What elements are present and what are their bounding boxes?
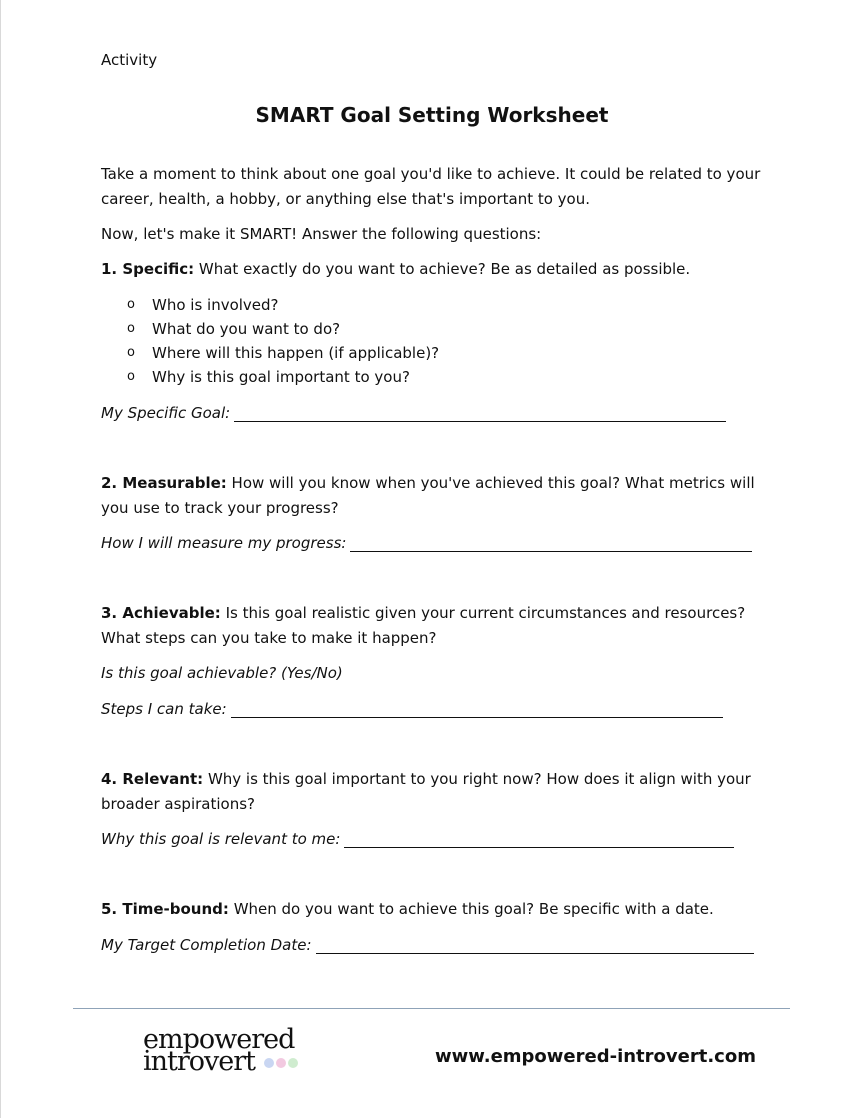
steps-row [101, 696, 723, 718]
relevant-field[interactable] [344, 832, 734, 848]
steps-label: Steps I can take: [101, 700, 227, 718]
steps-field[interactable] [231, 702, 723, 718]
achievable-heading: 3. Achievable: [101, 604, 221, 622]
specific-goal-row [101, 400, 726, 422]
logo-line-2: introvert [143, 1046, 256, 1077]
specific-question-text: What exactly do you want to achieve? Be as detailed as possible. [198, 260, 691, 278]
measurable-heading: 2. Measurable: [101, 474, 227, 492]
intro-paragraph: Take a moment to think about one goal you'd like to achieve. It could be related to your career, health, a hobby, or anything else that's important to you. [101, 165, 761, 208]
achievable-yes-no-row [101, 660, 343, 682]
sub-question-text: Why is this goal important to you? [152, 368, 410, 386]
relevant-heading: 4. Relevant: [101, 770, 204, 788]
measure-progress-field[interactable] [350, 536, 752, 552]
measurable-question-text: How will you know when you've achieved this goal? What metrics will you use to track your progress? [101, 474, 755, 517]
logo-line-1: empowered [143, 1024, 295, 1055]
specific-sub-questions [101, 293, 701, 389]
logo-dot [264, 1058, 274, 1068]
target-date-row [101, 932, 754, 954]
specific-goal-label: My Specific Goal: [101, 404, 231, 422]
circle-bullet-icon: o [127, 297, 135, 312]
measure-progress-label: How I will measure my progress: [101, 534, 347, 552]
footer-divider [73, 1008, 790, 1009]
page-title: SMART Goal Setting Worksheet [255, 103, 609, 127]
achievable-question-text: Is this goal realistic given your current circumstances and resources? What steps can you take to make it happen? [101, 604, 746, 647]
circle-bullet-icon: o [127, 321, 135, 336]
achievable-yes-no-label: Is this goal achievable? (Yes/No) [101, 664, 343, 682]
relevant-question [101, 767, 766, 817]
page-edge [0, 0, 1, 1118]
circle-bullet-icon: o [127, 369, 135, 384]
relevant-label: Why this goal is relevant to me: [101, 830, 341, 848]
time-bound-question-text: When do you want to achieve this goal? Be specific with a date. [233, 900, 714, 918]
target-date-field[interactable] [316, 938, 754, 954]
specific-heading: 1. Specific: [101, 260, 195, 278]
list-item [101, 341, 701, 365]
achievable-question [101, 601, 766, 651]
sub-question-text: What do you want to do? [152, 320, 341, 338]
logo-line-2-row [143, 1046, 303, 1077]
intro-prompt: Now, let's make it SMART! Answer the following questions: [101, 225, 542, 243]
measure-progress-row [101, 530, 752, 552]
relevant-row [101, 826, 734, 848]
relevant-question-text: Why is this goal important to you right now? How does it align with your broader aspirations? [101, 770, 751, 813]
specific-question [101, 257, 766, 282]
website-link[interactable]: www.empowered-introvert.com [435, 1046, 756, 1067]
specific-goal-field[interactable] [234, 406, 726, 422]
time-bound-question [101, 897, 766, 922]
logo-dots-icon [263, 1057, 299, 1069]
sub-question-text: Who is involved? [152, 296, 279, 314]
logo-dot [288, 1058, 298, 1068]
circle-bullet-icon: o [127, 345, 135, 360]
brand-logo [143, 1024, 303, 1077]
measurable-question [101, 471, 766, 521]
target-date-label: My Target Completion Date: [101, 936, 312, 954]
list-item [101, 293, 701, 317]
logo-dot [276, 1058, 286, 1068]
sub-question-text: Where will this happen (if applicable)? [152, 344, 440, 362]
list-item [101, 365, 701, 389]
time-bound-heading: 5. Time-bound: [101, 900, 229, 918]
activity-label: Activity [101, 51, 158, 69]
list-item [101, 317, 701, 341]
